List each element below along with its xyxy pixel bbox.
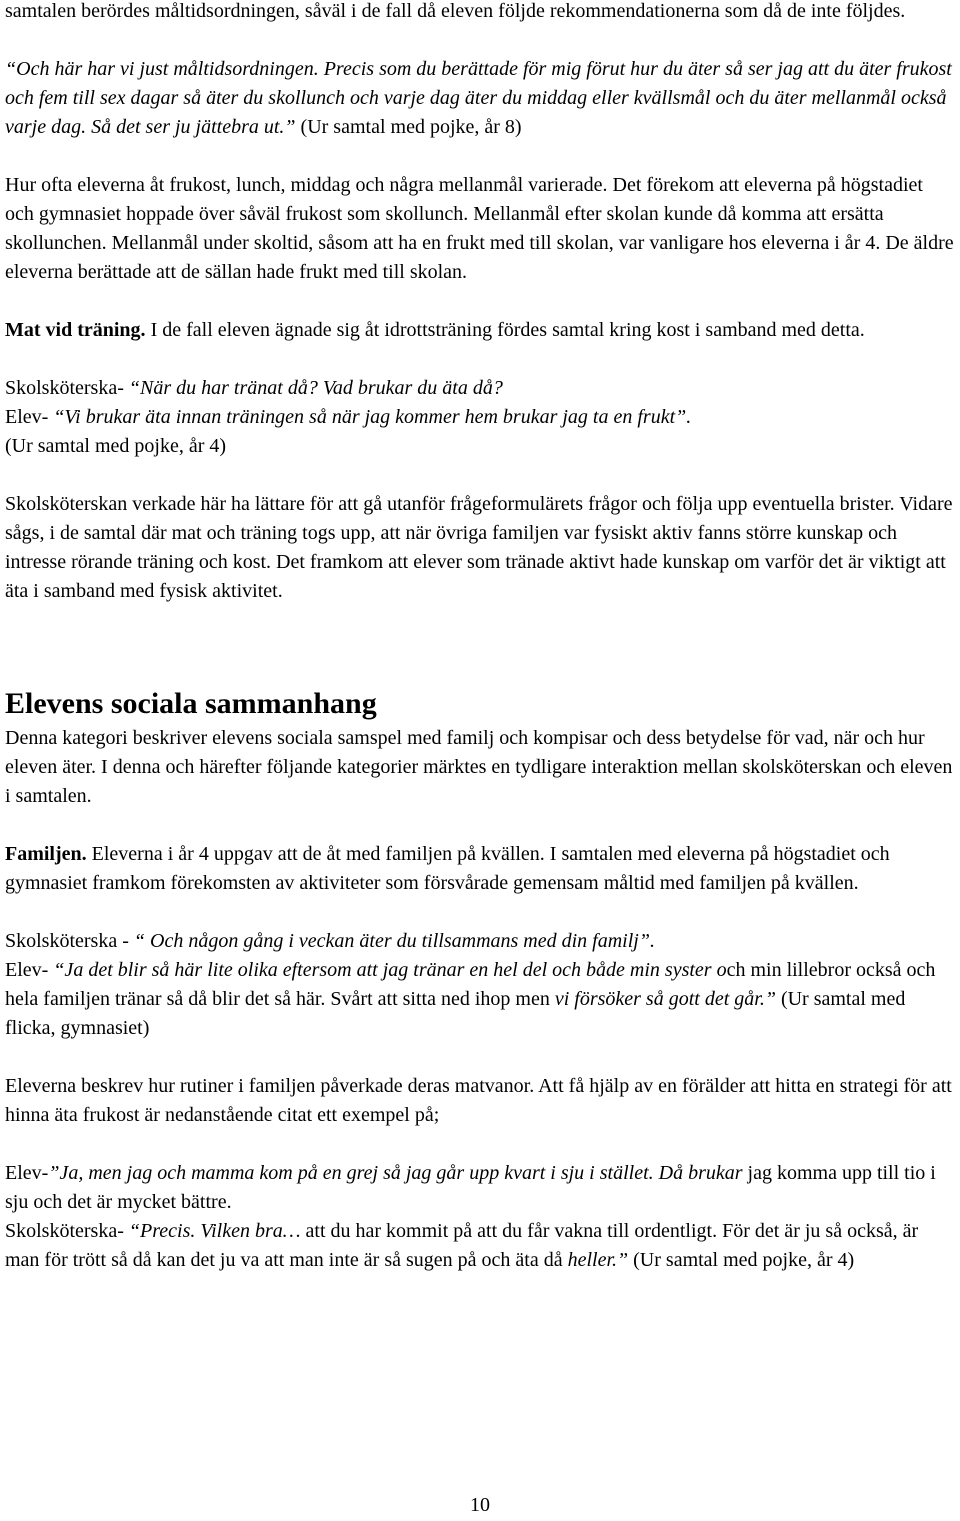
quote-meal-order xyxy=(5,55,955,142)
speaker-quote-plain: ch min lillebror också och hela familjen tränar så då blir det så här. Svårt att sitta ned ihop men xyxy=(5,959,936,1010)
quote-text: “Och här har vi just måltidsordningen. Precis som du berättade för mig förut hur du äter så ser jag att du äter frukost och fem till sex dagar så äter du skollunch och varje dag äter du middag eller kvällsmål och du äter mellanmål också varje dag. Så det s xyxy=(5,58,952,138)
speaker-label: Skolsköterska- xyxy=(5,1220,129,1242)
dialogue-breakfast-strategy xyxy=(5,1159,955,1275)
document-body xyxy=(5,0,955,1275)
speaker-quote: “Vi brukar äta innan träningen så när jag kommer hem brukar jag ta en frukt”. xyxy=(53,406,692,428)
paragraph-family xyxy=(5,840,955,898)
dialogue-line-nurse xyxy=(5,1217,955,1275)
paragraph-category-description: Denna kategori beskriver elevens sociala samspel med familj och kompisar och dess betydelse för vad, när och hur eleven äter. I denna och härefter följande kategorier märktes en tydligare interaktion mellan skolsköterskan och eleven i samtalen. xyxy=(5,727,953,807)
speaker-quote: ”Ja, men jag och mamma kom på en grej så jag går upp kvart i sju i stället. Då brukar xyxy=(48,1162,743,1184)
subheading-training: Mat vid träning. xyxy=(5,319,146,341)
speaker-quote: “Precis. Vilken bra… xyxy=(128,1220,301,1242)
dialogue-line-student xyxy=(5,956,955,1043)
speaker-label: Skolsköterska - xyxy=(5,930,134,952)
paragraph-training-food xyxy=(5,316,955,345)
speaker-quote-end: vi försöker så gott det går.” xyxy=(554,988,776,1010)
speaker-quote-plain: att du har kommit på att du får vakna till ordentligt. För det är ju så också, är man för trött så då kan det ju va att man inte är så sugen på och äta då xyxy=(5,1220,919,1271)
dialogue-line-nurse xyxy=(5,927,955,956)
speaker-quote: “ Och någon gång i veckan äter du tillsammans med din familj”. xyxy=(133,930,655,952)
dialogue-source: (Ur samtal med pojke, år 4) xyxy=(628,1249,855,1271)
dialogue-line-student xyxy=(5,1159,955,1217)
dialogue-line-student xyxy=(5,403,955,432)
dialogue-family-meal xyxy=(5,927,955,1043)
paragraph-text: I de fall eleven ägnade sig åt idrottsträning fördes samtal kring kost i samband med detta. xyxy=(145,319,865,341)
paragraph-nurse-followup: Skolsköterskan verkade här ha lättare för att gå utanför frågeformulärets frågor och följa upp eventuella brister. Vidare sågs, i de samtal där mat och träning togs upp, att när övriga familjen var fysiskt aktiv fanns större kunskap och intresse rörande träning och kost. Det framkom att elever som tränade aktivt hade kunskap om varför det är viktigt att äta i samband med fysisk aktivitet. xyxy=(5,493,953,602)
speaker-quote-plain: jag komma upp till tio i sju och det är mycket bättre. xyxy=(5,1162,936,1213)
paragraph-meal-order-intro: samtalen berördes måltidsordningen, såväl i de fall då eleven följde rekommendationerna som då de inte följdes. xyxy=(5,0,906,22)
quote-text-end: er ju jättebra ut.” xyxy=(153,116,296,138)
speaker-quote: “När du har tränat då? Vad brukar du äta då? xyxy=(128,377,503,399)
speaker-quote-end: heller.” xyxy=(567,1249,629,1271)
paragraph-meal-frequency: Hur ofta eleverna åt frukost, lunch, middag och några mellanmål varierade. Det förekom att eleverna på högstadiet och gymnasiet hoppade över såväl frukost som skollunch. Mellanmål efter skolan kunde då komma att ersätta skollunchen. Mellanmål under skoltid, såsom att ha en frukt med till skolan, var vanligare hos eleverna i år 4. De äldre eleverna berättade att de sällan hade frukt med till skolan. xyxy=(5,174,954,283)
dialogue-source: (Ur samtal med flicka, gymnasiet) xyxy=(5,988,906,1039)
page-number: 10 xyxy=(470,1494,490,1516)
speaker-label: Elev- xyxy=(5,959,54,981)
section-heading: Elevens sociala sammanhang xyxy=(5,687,377,720)
speaker-label: Elev- xyxy=(5,406,54,428)
speaker-label: Elev- xyxy=(5,1162,49,1184)
speaker-label: Skolsköterska- xyxy=(5,377,129,399)
paragraph-text: Eleverna i år 4 uppgav att de åt med familjen på kvällen. I samtalen med eleverna på högstadiet och gymnasiet framkom förekomsten av aktiviteter som försvårade gemensam måltid med familjen på kvällen. xyxy=(5,843,890,894)
speaker-quote: “Ja det blir så här lite olika eftersom att jag tränar en hel del och både min syster o xyxy=(53,959,727,981)
paragraph-family-routines: Eleverna beskrev hur rutiner i familjen påverkade deras matvanor. Att få hjälp av en förälder att hitta en strategi för att hinna äta frukost är nedanstående citat ett exempel på; xyxy=(5,1075,952,1126)
quote-source: (Ur samtal med pojke, år 8) xyxy=(295,116,522,138)
dialogue-training xyxy=(5,374,955,461)
subheading-family: Familjen. xyxy=(5,843,87,865)
dialogue-source: (Ur samtal med pojke, år 4) xyxy=(5,435,227,457)
dialogue-line-nurse xyxy=(5,374,955,403)
